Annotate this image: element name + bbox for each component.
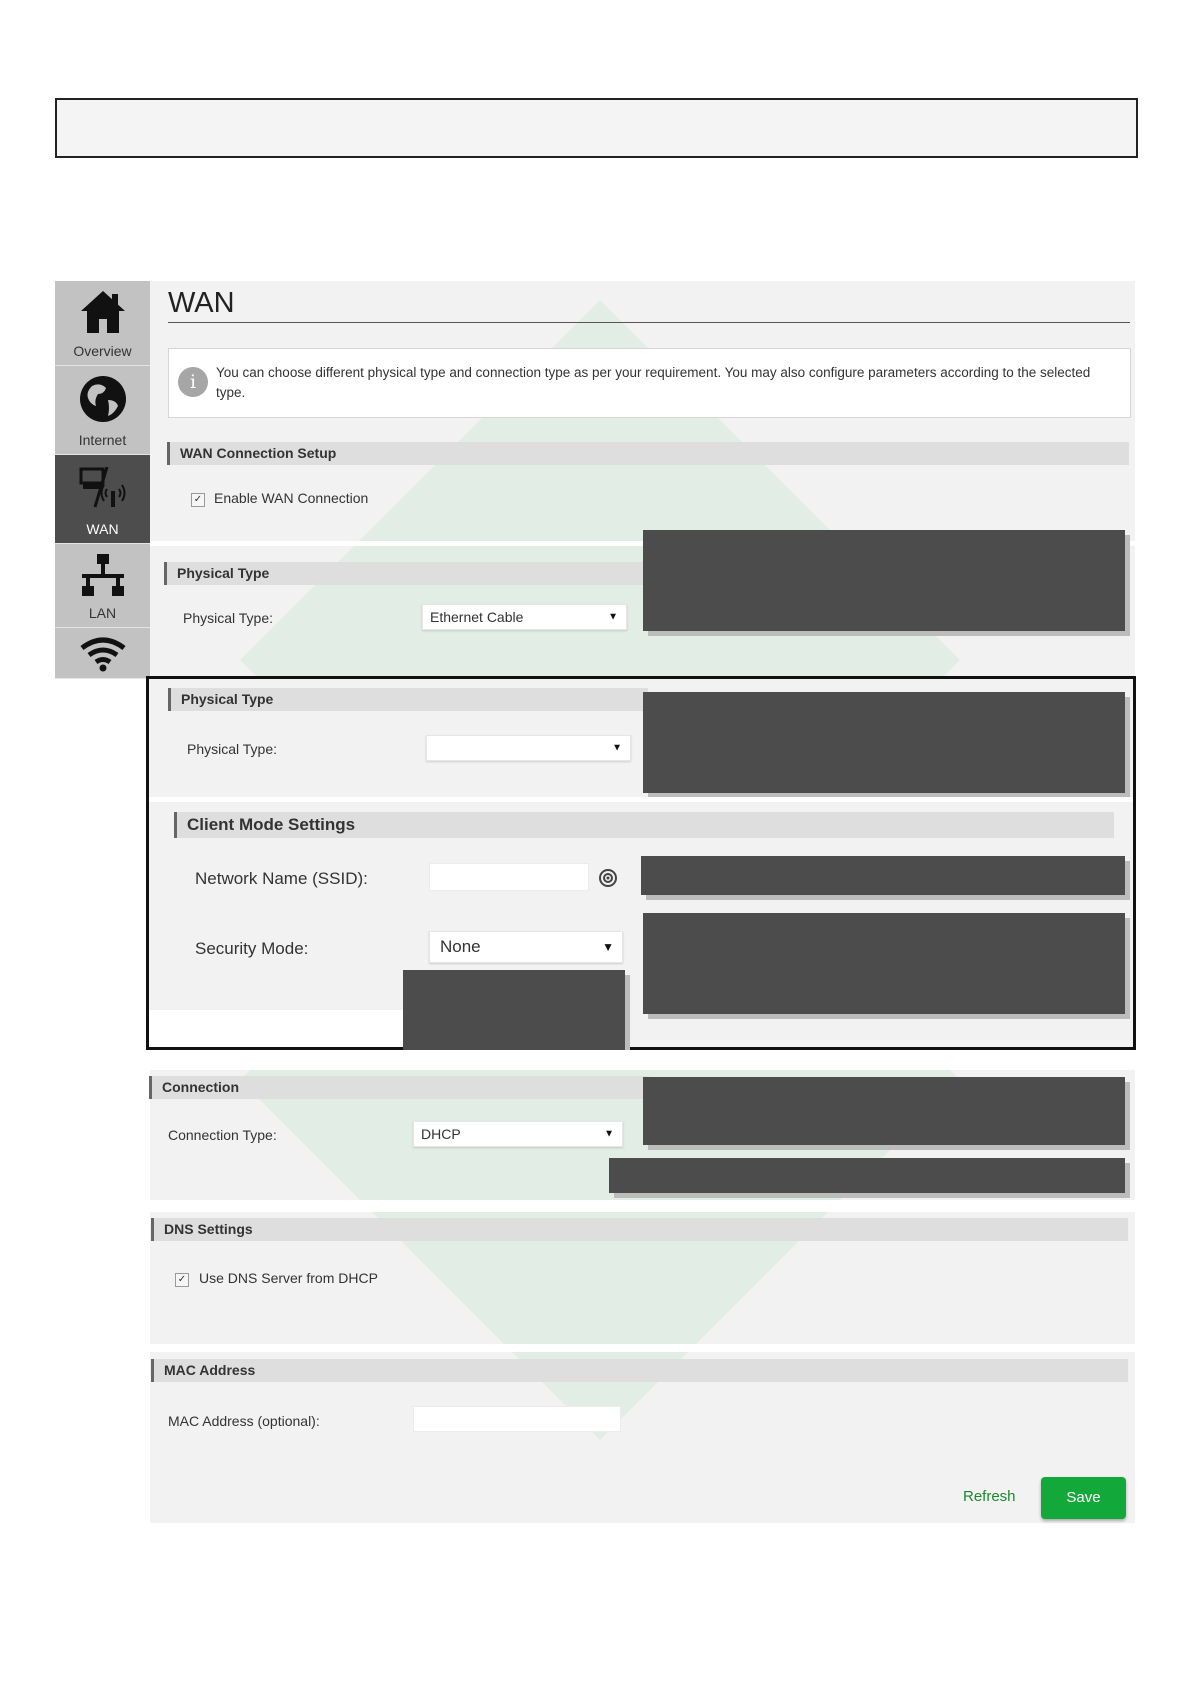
connection-type-select[interactable] [413,1121,623,1147]
redacted-block [643,913,1125,1014]
security-mode-select[interactable] [429,931,623,963]
globe-icon [55,374,150,424]
section-header-physical-type: Physical Type [164,562,644,585]
dns-from-dhcp-checkbox[interactable]: ✓ [175,1273,189,1287]
network-icon [55,552,150,598]
sidebar [55,281,150,679]
sidebar-item-label: Internet [78,432,127,448]
section-gap [145,1200,1135,1212]
home-icon [55,289,150,335]
section-gap [145,1344,1135,1352]
section-header-dns: DNS Settings [151,1218,1128,1241]
section-gap [149,797,1133,802]
sidebar-item-label: LAN [88,605,117,621]
sidebar-item-label: WAN [86,521,119,537]
redacted-block [641,856,1125,895]
mac-address-input[interactable] [413,1406,621,1432]
physical-type-2-label: Physical Type: [187,741,278,757]
redacted-block [403,970,625,1053]
physical-type-value: Ethernet Cable [430,609,524,625]
title-divider [168,322,1130,323]
redacted-block [643,1077,1125,1145]
enable-wan-label: Enable WAN Connection [214,490,369,506]
sidebar-item-lan[interactable] [55,544,150,628]
page-title: WAN [168,287,235,319]
security-mode-label: Security Mode: [195,939,309,958]
refresh-link[interactable]: Refresh [963,1488,1016,1505]
dns-from-dhcp-label: Use DNS Server from DHCP [199,1270,378,1286]
info-text: You can choose different physical type and connection type as per your requirement. You may also configure parameters according to the selected type. [216,365,1091,400]
connection-type-label: Connection Type: [168,1127,277,1143]
sidebar-item-internet[interactable] [55,366,150,455]
save-button[interactable]: Save [1041,1477,1126,1519]
connection-type-value: DHCP [421,1126,461,1142]
physical-type-select[interactable] [422,604,627,630]
dropdown-arrow-icon: ▼ [612,742,622,754]
enable-wan-checkbox[interactable]: ✓ [191,493,205,507]
wan-icon [55,463,150,513]
wifi-icon [55,636,150,672]
section-header-wan-setup: WAN Connection Setup [167,442,1129,465]
mac-address-label: MAC Address (optional): [168,1413,320,1429]
section-header-mac: MAC Address [151,1359,1128,1382]
redacted-block [609,1158,1125,1193]
redacted-block [643,530,1125,631]
security-mode-value: None [440,937,481,956]
sidebar-item-label: Overview [73,343,132,359]
ssid-label: Network Name (SSID): [195,869,368,888]
sidebar-item-wan[interactable] [55,455,150,544]
sidebar-item-overview[interactable] [55,281,150,366]
redacted-block [643,692,1125,793]
dropdown-arrow-icon: ▼ [604,1128,614,1140]
top-caption-box [55,98,1138,158]
physical-type-label: Physical Type: [183,610,274,626]
section-header-client-mode: Client Mode Settings [174,812,1114,838]
ssid-input[interactable] [429,863,589,891]
physical-type-2-select[interactable] [426,735,631,761]
sidebar-item-wifi[interactable] [55,628,150,679]
info-icon: i [178,367,208,397]
section-header-connection: Connection [149,1076,649,1099]
section-gap [149,1010,403,1047]
dropdown-arrow-icon: ▼ [608,611,618,623]
dropdown-arrow-icon: ▼ [602,940,614,954]
section-header-physical-type-2: Physical Type [168,688,648,711]
wifi-scan-icon[interactable] [598,868,618,893]
section-gap [136,1050,1136,1070]
